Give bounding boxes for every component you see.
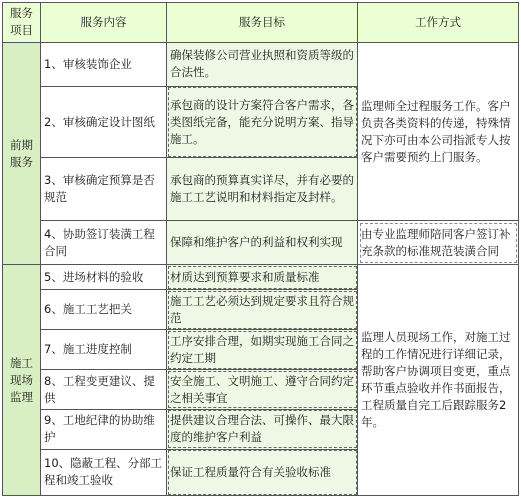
service-item: 2、审核确定设计图纸 [41, 86, 167, 157]
work-method-contract: 由专业监理师陪同客户签订补充条款的标准规范装潢合同 [358, 221, 519, 265]
service-goal: 承包商的预算真实详尽，并有必要的施工工艺说明和材料指定及封样。 [167, 158, 358, 221]
service-goal: 材质达到预算要求和质量标准 [167, 265, 358, 290]
service-item: 4、协助签订装潢工程合同 [41, 221, 167, 265]
service-table [2, 2, 519, 496]
service-goal: 保障和维护客户的利益和权利实现 [167, 221, 358, 265]
service-item: 10、隐蔽工程、分部工程和竣工验收 [41, 449, 167, 495]
phase-construction-supervision: 施工现场监理 [3, 265, 41, 496]
table-row [3, 265, 519, 290]
service-item: 8、工程变更建议、提供 [41, 370, 167, 410]
header-service-content: 服务内容 [41, 3, 167, 43]
service-item: 5、进场材料的验收 [41, 265, 167, 290]
header-service-goal: 服务目标 [167, 3, 358, 43]
table-row [3, 221, 519, 265]
header-service-item: 服务项目 [3, 3, 41, 43]
work-method-construction: 监理人员现场工作，对施工过程的工作情况进行详细记录，帮助客户协调项目变更，重点环节重点验收并作书面报告，工程质量自完工后跟踪服务2年。 [358, 265, 519, 496]
header-row [3, 3, 519, 43]
table-row [3, 42, 519, 86]
service-goal: 承包商的设计方案符合客户需求，各类图纸完备，能充分说明方案、指导施工。 [167, 86, 358, 157]
service-item: 9、工地纪律的协助维护 [41, 409, 167, 449]
service-item: 7、施工进度控制 [41, 330, 167, 370]
service-goal: 工序安排合理，如期实现施工合同之约定工期 [167, 330, 358, 370]
service-item: 3、审核确定预算是否规范 [41, 158, 167, 221]
service-goal: 安全施工、文明施工、遵守合同约定之相关事宜 [167, 370, 358, 410]
service-item: 1、审核装饰企业 [41, 42, 167, 86]
service-goal: 确保装修公司营业执照和资质等级的合法性。 [167, 42, 358, 86]
service-goal: 保证工程质量符合有关验收标准 [167, 449, 358, 495]
header-work-method: 工作方式 [358, 3, 519, 43]
service-goal: 施工工艺必须达到规定要求且符合规范 [167, 290, 358, 330]
service-goal: 提供建议合理合法、可操作、最大限度的维护客户利益 [167, 409, 358, 449]
service-item: 6、施工工艺把关 [41, 290, 167, 330]
work-method-early: 监理师全过程服务工作。客户负责各类资料的传递，特殊情况下亦可由本公司指派专人按客户需要预约上门服务。 [358, 42, 519, 220]
phase-early-service: 前期服务 [3, 42, 41, 264]
